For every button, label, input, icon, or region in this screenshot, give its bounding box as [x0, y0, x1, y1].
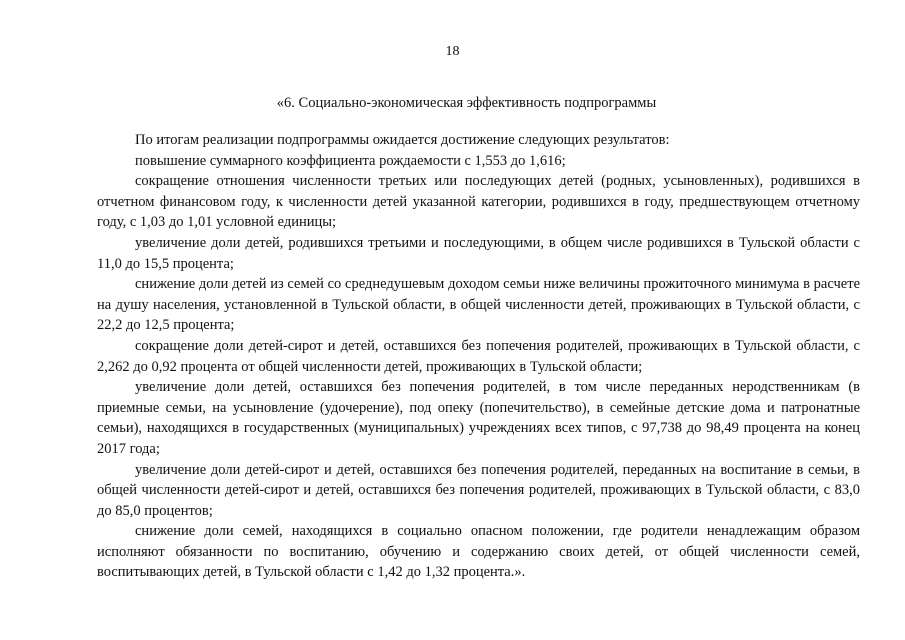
paragraph: увеличение доли детей, родившихся третьими и последующими, в общем числе родившихся в Тульской области с 11,0 до 15,5 процента;: [97, 234, 860, 272]
page-number: 18: [445, 44, 460, 59]
body-text: [97, 130, 860, 583]
paragraph: увеличение доли детей-сирот и детей, оставшихся без попечения родителей, переданных на воспитание в семьи, в общей численности детей-сирот и детей, оставшихся без попечения родителей, проживающих в Тульской области, с 83,0 до 85,0 процентов;: [97, 461, 860, 519]
paragraph: повышение суммарного коэффициента рождаемости с 1,553 до 1,616;: [135, 152, 566, 169]
section-heading: «6. Социально-экономическая эффективность подпрограммы: [276, 95, 657, 111]
paragraph: сокращение доли детей-сирот и детей, оставшихся без попечения родителей, проживающих в Тульской области, с 2,262 до 0,92 процента от общей численности детей, проживающих в Тульской области;: [97, 337, 860, 375]
paragraph: увеличение доли детей, оставшихся без попечения родителей, в том числе переданных неродственникам (в приемные семьи, на усыновление (удочерение), под опеку (попечительство), в семейные детские дома и патронатные семьи), находящихся в государственных (муниципальных) учреждениях всех типов, с 97,738 до 98,49 процента на конец 2017 года;: [97, 379, 860, 457]
paragraph: снижение доли детей из семей со среднедушевым доходом семьи ниже величины прожиточного минимума в расчете на душу населения, установленной в Тульской области, в общей численности детей, проживающих в Тульской области, с 22,2 до 12,5 процента;: [97, 276, 860, 334]
paragraph: сокращение отношения численности третьих или последующих детей (родных, усыновленных), родившихся в отчетном финансовом году, к численности детей указанной категории, родившихся в году, предшествующем отчетному году, с 1,03 до 1,01 условной единицы;: [97, 173, 860, 231]
paragraph: снижение доли семей, находящихся в социально опасном положении, где родители ненадлежащим образом исполняют обязанности по воспитанию, обучению и содержанию своих детей, от общей численности семей, воспитывающих детей, в Тульской области с 1,42 до 1,32 процента.».: [97, 523, 860, 581]
paragraph: По итогам реализации подпрограммы ожидается достижение следующих результатов:: [135, 132, 670, 148]
